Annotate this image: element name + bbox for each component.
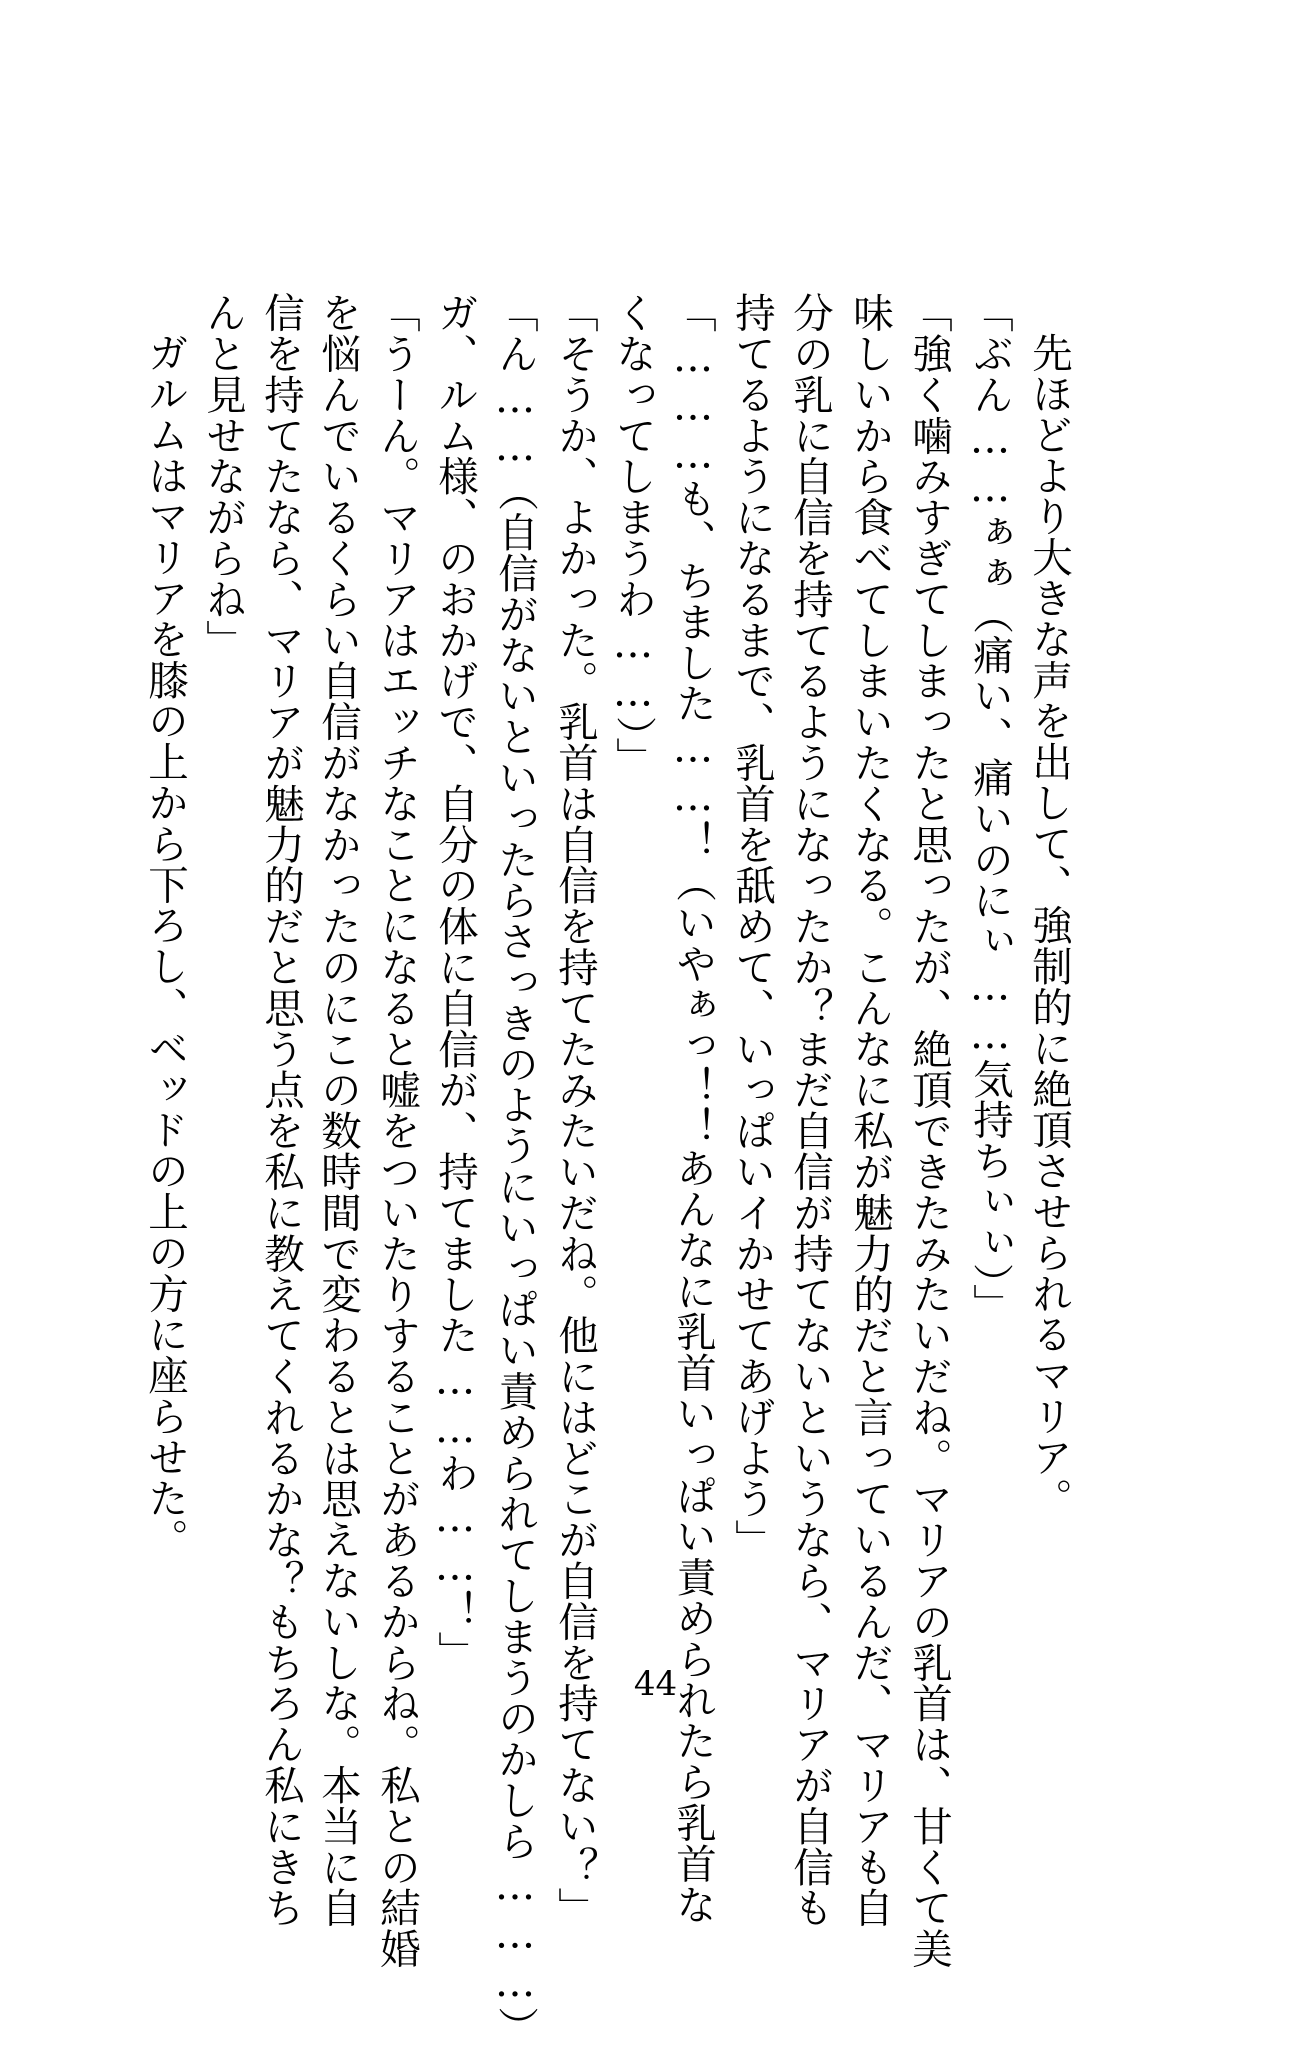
text-line: 持てるようになるまで、乳首を舐めて、いっぱいイかせてあげよう」 (728, 292, 776, 1560)
text-line: 「ぶん……ぁぁ（痛い、痛いのにぃ……気持ちぃぃ）」 (966, 292, 1014, 1325)
text-line: ガ、ルム様、のおかげで、自分の体に自信が、持てました……わ……！」 (431, 292, 479, 1672)
text-line: 「ん……（自信がないといったらさっきのようにいっぱい責められてしまうのかしら………） (491, 292, 539, 2047)
text-line: んと見せながらね」 (199, 292, 247, 661)
text-line: 「強く噛みすぎてしまったと思ったが、絶頂できたみたいだね。マリアの乳首は、甘くて美 (905, 292, 953, 1969)
text-line: 先ほどより大きな声を出して、強制的に絶頂させられるマリア。 (1025, 332, 1073, 1519)
text-line: 「そうか、よかった。乳首は自信を持てたみたいだね。他にはどこが自信を持てない？」 (551, 292, 599, 1928)
text-line: くなってしまうわ……）」 (609, 292, 657, 778)
text-line: を悩んでいるくらい自信がなかったのにこの数時間で変わるとは思えないしな。本当に自 (314, 292, 362, 1928)
text-line: 味しいから食べてしまいたくなる。こんなに私が魅力的だと言っているんだ、マリアも自 (846, 292, 894, 1928)
text-line: 「………も、ちました……！（いやぁっ！！あんなに乳首いっぱい責められたら乳首な (669, 292, 717, 1925)
text-line: 信を持てたなら、マリアが魅力的だと思う点を私に教えてくれるかな？もちろん私にきち (257, 292, 305, 1928)
text-line: ガルムはマリアを膝の上から下ろし、ベッドの上の方に座らせた。 (141, 332, 189, 1559)
text-line: 分の乳に自信を持てるようになったか？まだ自信が持てないというなら、マリアが自信も (786, 292, 834, 1928)
page-number: 44 (633, 1664, 678, 1704)
text-line: 「うーん。マリアはエッチなことになると嘘をついたりすることがあるからね。私との結婚 (373, 292, 421, 1969)
